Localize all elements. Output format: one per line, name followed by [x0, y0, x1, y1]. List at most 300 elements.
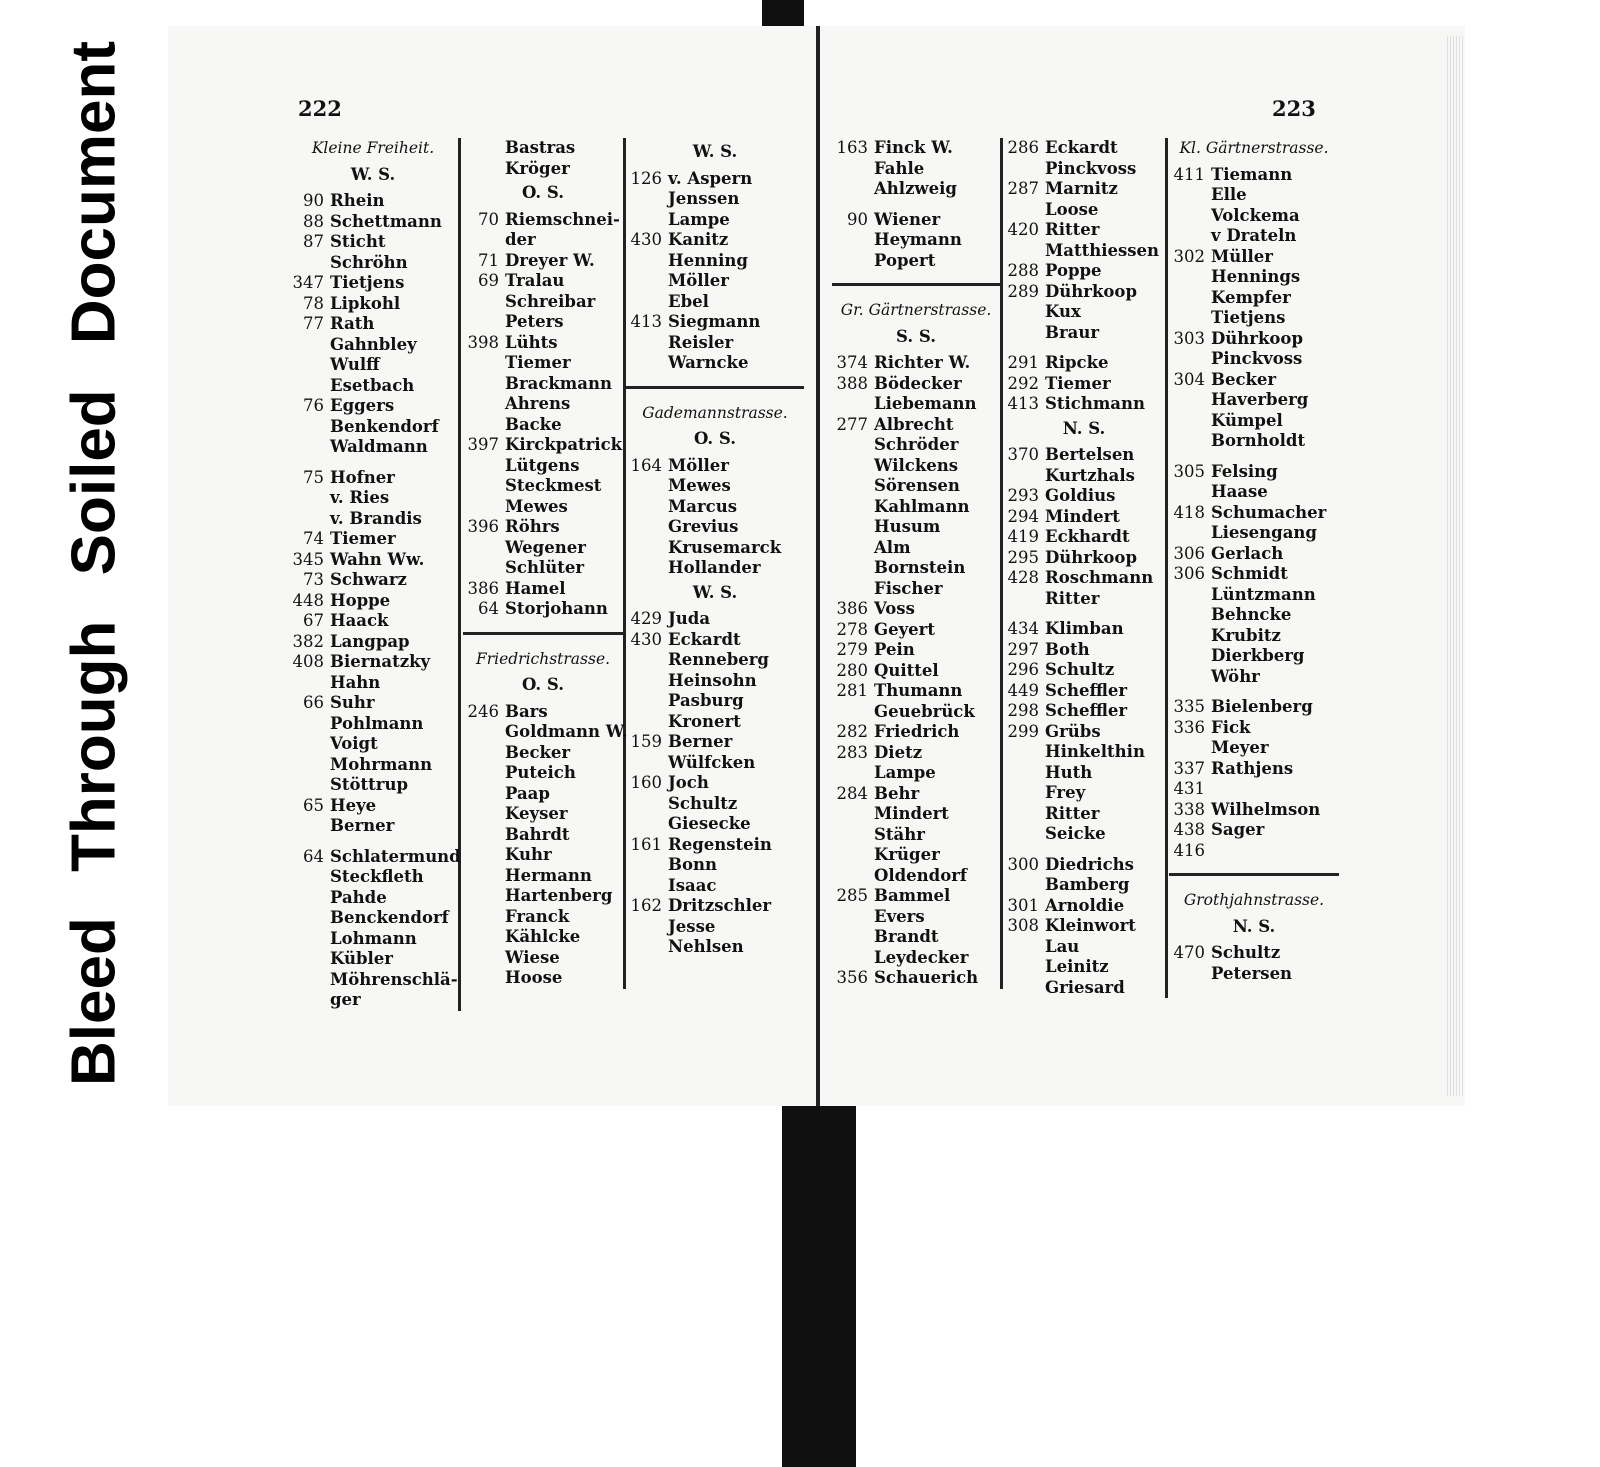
resident-name: Marcus: [668, 496, 737, 516]
resident-name: Wülfcken: [668, 752, 756, 772]
resident-entry: [463, 497, 623, 518]
resident-name: Wulff: [330, 355, 380, 374]
resident-entry: [1003, 261, 1165, 282]
resident-entry: [1169, 841, 1339, 862]
resident-entry: [1003, 763, 1165, 784]
house-number: 289: [1007, 281, 1039, 301]
resident-name: Wegener: [505, 537, 586, 557]
resident-name: Möhrenschlä-: [330, 969, 458, 989]
resident-entry: [1003, 466, 1165, 487]
resident-entry: [1169, 759, 1339, 780]
resident-name: Lüntzmann: [1211, 584, 1316, 604]
resident-name: Langpap: [330, 631, 410, 651]
resident-entry: [1169, 462, 1339, 483]
house-number: 64: [303, 846, 324, 866]
resident-name: v. Brandis: [330, 508, 422, 528]
resident-entry: [1003, 804, 1165, 825]
resident-entry: [1169, 718, 1339, 739]
resident-entry: [832, 579, 1000, 600]
resident-name: Felsing: [1211, 461, 1278, 481]
resident-name: Husum: [874, 517, 941, 536]
resident-entry: [626, 794, 804, 815]
resident-entry: [626, 251, 804, 272]
resident-entry: [1003, 374, 1165, 395]
resident-entry: [1003, 978, 1165, 999]
resident-entry: [626, 558, 804, 579]
resident-entry: [463, 292, 623, 313]
resident-name: Ebel: [668, 291, 709, 311]
resident-name: Bahrdt: [505, 824, 570, 844]
resident-entry: [626, 937, 804, 958]
resident-name: Henning: [668, 250, 748, 270]
open-book: [168, 26, 1465, 1106]
right-col-3: [1169, 138, 1339, 984]
page-number-left: 222: [298, 96, 342, 121]
resident-name: Bammel: [874, 886, 951, 905]
resident-name: Kirckpatrick: [505, 435, 623, 454]
resident-entry: [288, 417, 458, 438]
resident-entry: [626, 169, 804, 190]
resident-entry: [832, 138, 1000, 159]
resident-entry: [832, 558, 1000, 579]
resident-entry: [626, 917, 804, 938]
house-number: 75: [303, 467, 324, 487]
resident-entry: [1003, 957, 1165, 978]
resident-name: Schröder: [874, 435, 959, 454]
spacer: [288, 837, 458, 847]
street-heading: Grothjahnstrasse.: [1183, 891, 1325, 909]
section-divider: [463, 632, 623, 635]
house-number: 64: [478, 599, 499, 618]
resident-name: Fischer: [874, 578, 943, 598]
house-number: 388: [836, 373, 868, 393]
resident-entry: [1003, 896, 1165, 917]
resident-name: Möller: [668, 271, 729, 290]
resident-entry: [288, 396, 458, 417]
spacer: [832, 200, 1000, 210]
resident-name: Röhrs: [505, 517, 560, 536]
resident-entry: [1169, 482, 1339, 503]
resident-name: Stähr: [874, 824, 925, 844]
resident-entry: [288, 867, 458, 888]
resident-name: Heye: [330, 795, 377, 815]
house-number: 280: [836, 660, 868, 680]
right-col-2: [1003, 138, 1168, 998]
resident-entry: [1169, 308, 1339, 329]
resident-entry: [463, 312, 623, 333]
resident-entry: [1169, 206, 1339, 227]
resident-entry: [288, 232, 458, 253]
resident-entry: [832, 886, 1000, 907]
resident-entry: [626, 814, 804, 835]
spacer: [1003, 609, 1165, 619]
resident-name: Rathjens: [1211, 758, 1294, 778]
resident-name: Both: [1045, 639, 1090, 659]
resident-name: Tiemer: [1045, 373, 1111, 393]
resident-entry: [1003, 220, 1165, 241]
resident-name: Hahn: [330, 672, 381, 692]
resident-entry: [1003, 486, 1165, 507]
resident-entry: [626, 691, 804, 712]
resident-name: Waldmann: [330, 437, 428, 456]
side-label: N. S.: [1062, 418, 1106, 438]
resident-entry: [288, 816, 458, 837]
resident-name: Schlatermund: [330, 846, 461, 866]
resident-entry: [832, 179, 1000, 200]
resident-name: Schreibar: [505, 291, 596, 311]
house-number: 78: [303, 293, 324, 313]
resident-entry: [832, 497, 1000, 518]
resident-entry: [1003, 241, 1165, 262]
house-number: 282: [836, 722, 868, 741]
resident-entry: [288, 796, 458, 817]
side-label: W. S.: [692, 582, 738, 602]
resident-entry: [1169, 288, 1339, 309]
house-number: 281: [836, 681, 868, 700]
resident-entry: [1003, 445, 1165, 466]
resident-entry: [1003, 619, 1165, 640]
resident-entry: [463, 825, 623, 846]
house-number: 413: [630, 312, 662, 331]
resident-entry: [626, 456, 804, 477]
page-number-right: 223: [1272, 96, 1316, 121]
resident-entry: [626, 671, 804, 692]
resident-entry: [832, 415, 1000, 436]
resident-entry: [1003, 507, 1165, 528]
house-number: 337: [1173, 758, 1205, 778]
resident-entry: [1169, 738, 1339, 759]
house-number: 418: [1173, 502, 1205, 522]
house-number: 430: [630, 629, 662, 649]
resident-name: Pinckvoss: [1045, 158, 1137, 178]
street-heading: Friedrichstrasse.: [475, 649, 611, 668]
resident-entry: [463, 435, 623, 456]
house-number: 287: [1007, 179, 1039, 198]
resident-name: Haase: [1211, 482, 1268, 501]
resident-name: Thumann: [874, 681, 963, 700]
resident-entry: [832, 702, 1000, 723]
house-number: 306: [1173, 564, 1205, 583]
house-number: 356: [836, 968, 868, 987]
resident-entry: [832, 374, 1000, 395]
left-col-2: [463, 138, 626, 989]
house-number: 69: [478, 271, 499, 290]
resident-entry: [1003, 589, 1165, 610]
resident-entry: [832, 784, 1000, 805]
resident-name: Lampe: [668, 209, 730, 229]
house-number: 294: [1007, 506, 1039, 526]
left-col-1: [288, 138, 461, 1011]
resident-entry: [288, 550, 458, 571]
section-divider: [832, 283, 1000, 286]
resident-entry: [1169, 646, 1339, 667]
resident-entry: [1169, 329, 1339, 350]
resident-entry: [463, 159, 623, 180]
resident-entry: [1169, 185, 1339, 206]
house-number: 77: [303, 314, 324, 333]
resident-name: Jenssen: [668, 189, 740, 208]
resident-name: Hoppe: [330, 590, 391, 610]
resident-name: Tietjens: [330, 273, 405, 292]
resident-name: Liesengang: [1211, 523, 1317, 542]
resident-name: Wöhr: [1211, 666, 1260, 686]
resident-name: Poppe: [1045, 261, 1102, 280]
resident-name: Kuhr: [505, 845, 552, 864]
resident-name: Biernatzky: [330, 652, 431, 671]
house-number: 374: [836, 353, 868, 372]
resident-name: Kleinwort: [1045, 916, 1136, 935]
resident-name: Ritter: [1045, 803, 1100, 823]
resident-name: Hennings: [1211, 267, 1301, 286]
resident-entry: [832, 722, 1000, 743]
resident-entry: [1003, 138, 1165, 159]
page-edges: [1447, 36, 1465, 1096]
resident-name: Loose: [1045, 199, 1099, 219]
resident-entry: [288, 335, 458, 356]
resident-entry: [288, 632, 458, 653]
resident-entry: [832, 353, 1000, 374]
house-number: 420: [1007, 220, 1039, 239]
resident-entry: [832, 968, 1000, 989]
resident-name: Kurtzhals: [1045, 465, 1135, 485]
resident-entry: [626, 712, 804, 733]
resident-name: Ritter: [1045, 220, 1100, 239]
resident-name: v. Aspern: [668, 168, 753, 188]
resident-entry: [832, 538, 1000, 559]
house-number: 411: [1173, 164, 1205, 184]
resident-name: Heymann: [874, 230, 962, 249]
resident-entry: [1003, 855, 1165, 876]
resident-name: Siegmann: [668, 312, 761, 331]
resident-name: Kübler: [330, 949, 393, 968]
house-number: 74: [303, 529, 324, 548]
resident-entry: [1003, 701, 1165, 722]
resident-name: Reisler: [668, 332, 734, 352]
resident-name: Kempfer: [1211, 287, 1291, 307]
house-number: 126: [630, 168, 662, 188]
resident-name: Krusemarck: [668, 537, 782, 557]
resident-name: Volckema: [1211, 205, 1300, 225]
resident-entry: [832, 866, 1000, 887]
house-number: 70: [478, 209, 499, 229]
resident-entry: [626, 876, 804, 897]
resident-entry: [1169, 667, 1339, 688]
resident-name: Sager: [1211, 820, 1265, 839]
resident-entry: [832, 927, 1000, 948]
resident-name: Kümpel: [1211, 410, 1283, 430]
resident-entry: [1169, 820, 1339, 841]
resident-entry: [1169, 523, 1339, 544]
house-number: 304: [1173, 369, 1205, 389]
house-number: 67: [303, 611, 324, 630]
resident-name: Liebemann: [874, 394, 977, 413]
resident-entry: [288, 355, 458, 376]
resident-entry: [626, 773, 804, 794]
resident-entry: [1003, 323, 1165, 344]
resident-name: der: [505, 230, 536, 249]
house-number: 413: [1007, 394, 1039, 413]
resident-name: Grevius: [668, 517, 739, 536]
resident-entry: [1169, 165, 1339, 186]
house-number: 71: [478, 250, 499, 270]
resident-name: Peters: [505, 312, 564, 331]
house-number: 448: [292, 590, 324, 610]
resident-name: Tiemer: [330, 529, 396, 548]
resident-entry: [1169, 964, 1339, 985]
resident-name: Möller: [668, 455, 729, 475]
resident-entry: [463, 743, 623, 764]
resident-name: Voss: [874, 599, 915, 618]
resident-name: Becker: [505, 742, 571, 762]
house-number: 302: [1173, 246, 1205, 266]
house-number: 285: [836, 886, 868, 905]
resident-entry: [832, 517, 1000, 538]
resident-entry: [626, 609, 804, 630]
resident-name: Eggers: [330, 396, 395, 415]
resident-name: Tiemer: [505, 353, 571, 372]
resident-entry: [463, 415, 623, 436]
resident-name: Schumacher: [1211, 502, 1327, 522]
resident-entry: [288, 908, 458, 929]
resident-name: Schauerich: [874, 968, 979, 987]
resident-name: Geyert: [874, 619, 935, 639]
resident-name: Steckfleth: [330, 867, 424, 886]
resident-name: Huth: [1045, 762, 1093, 782]
resident-name: Popert: [874, 250, 936, 270]
resident-entry: [463, 374, 623, 395]
house-number: 301: [1007, 895, 1039, 915]
side-label: W. S.: [692, 142, 738, 161]
resident-name: Bastras: [505, 138, 576, 157]
resident-entry: [832, 845, 1000, 866]
resident-entry: [1003, 200, 1165, 221]
resident-entry: [288, 468, 458, 489]
resident-name: Ahrens: [505, 394, 571, 413]
resident-name: Fahle: [874, 158, 925, 178]
resident-name: Storjohann: [505, 599, 608, 618]
resident-entry: [626, 271, 804, 292]
resident-name: Dührkoop: [1211, 328, 1303, 348]
resident-entry: [288, 775, 458, 796]
resident-entry: [626, 210, 804, 231]
resident-entry: [1003, 681, 1165, 702]
resident-entry: [463, 456, 623, 477]
resident-name: Evers: [874, 906, 925, 926]
resident-name: Hoose: [505, 968, 563, 987]
resident-name: Ripcke: [1045, 353, 1109, 372]
resident-name: Oldendorf: [874, 865, 968, 885]
resident-entry: [626, 292, 804, 313]
resident-name: Keyser: [505, 804, 568, 823]
resident-entry: [626, 476, 804, 497]
resident-name: Klimban: [1045, 619, 1124, 638]
resident-name: Bielenberg: [1211, 697, 1313, 716]
resident-name: Isaac: [668, 875, 717, 895]
resident-name: Puteich: [505, 763, 576, 782]
resident-entry: [832, 948, 1000, 969]
resident-entry: [1003, 916, 1165, 937]
resident-name: Lampe: [874, 763, 936, 782]
house-number: 90: [847, 209, 868, 229]
resident-name: Seicke: [1045, 824, 1106, 843]
house-number: 416: [1173, 840, 1205, 860]
house-number: 338: [1173, 799, 1205, 819]
house-number: 370: [1007, 445, 1039, 464]
side-label: W. S.: [350, 164, 396, 184]
house-number: 76: [303, 396, 324, 415]
resident-name: Suhr: [330, 693, 375, 712]
resident-name: Arnoldie: [1045, 895, 1125, 915]
section-divider: [1169, 873, 1339, 876]
resident-entry: [1003, 937, 1165, 958]
resident-name: Haverberg: [1211, 390, 1309, 409]
house-number: 382: [292, 631, 324, 651]
resident-name: Rath: [330, 314, 375, 333]
resident-name: Becker: [1211, 369, 1277, 389]
resident-entry: [832, 599, 1000, 620]
resident-entry: [463, 538, 623, 559]
resident-entry: [288, 191, 458, 212]
resident-entry: [1169, 605, 1339, 626]
resident-entry: [463, 948, 623, 969]
resident-entry: [1169, 697, 1339, 718]
resident-entry: [626, 753, 804, 774]
resident-entry: [832, 159, 1000, 180]
resident-name: Gahnbley: [330, 334, 417, 354]
resident-name: Mindert: [874, 804, 949, 823]
street-heading: Gr. Gärtnerstrasse.: [840, 301, 992, 319]
resident-name: Marnitz: [1045, 179, 1118, 198]
resident-name: Friedrich: [874, 722, 960, 741]
resident-name: Schwarz: [330, 570, 407, 589]
resident-entry: [1003, 548, 1165, 569]
resident-entry: [463, 333, 623, 354]
resident-entry: [832, 661, 1000, 682]
side-label: O. S.: [522, 183, 564, 202]
resident-entry: [463, 968, 623, 989]
resident-name: Schultz: [1045, 660, 1115, 679]
resident-entry: [832, 743, 1000, 764]
house-number: 305: [1173, 461, 1205, 481]
resident-entry: [288, 294, 458, 315]
resident-name: Lipkohl: [330, 293, 401, 313]
resident-name: Tietjens: [1211, 308, 1286, 327]
resident-entry: [288, 529, 458, 550]
resident-entry: [1003, 159, 1165, 180]
resident-name: Alm: [874, 537, 911, 557]
resident-entry: [463, 558, 623, 579]
house-number: 65: [303, 795, 324, 815]
resident-entry: [1169, 585, 1339, 606]
resident-entry: [463, 476, 623, 497]
resident-name: Schröhn: [330, 252, 408, 272]
resident-name: Lütgens: [505, 455, 580, 475]
house-number: 288: [1007, 261, 1039, 280]
resident-entry: [288, 611, 458, 632]
resident-name: Petersen: [1211, 963, 1293, 983]
resident-name: Franck: [505, 906, 570, 926]
resident-entry: [288, 846, 461, 868]
house-number: 306: [1173, 543, 1205, 563]
resident-name: Eckardt: [668, 629, 741, 649]
house-number: 434: [1007, 619, 1039, 638]
resident-entry: [463, 394, 623, 415]
resident-name: Bonn: [668, 855, 717, 874]
side-label: O. S.: [694, 429, 736, 448]
house-number: 286: [1007, 138, 1039, 157]
resident-name: Elle: [1211, 185, 1247, 204]
house-number: 161: [630, 834, 662, 854]
